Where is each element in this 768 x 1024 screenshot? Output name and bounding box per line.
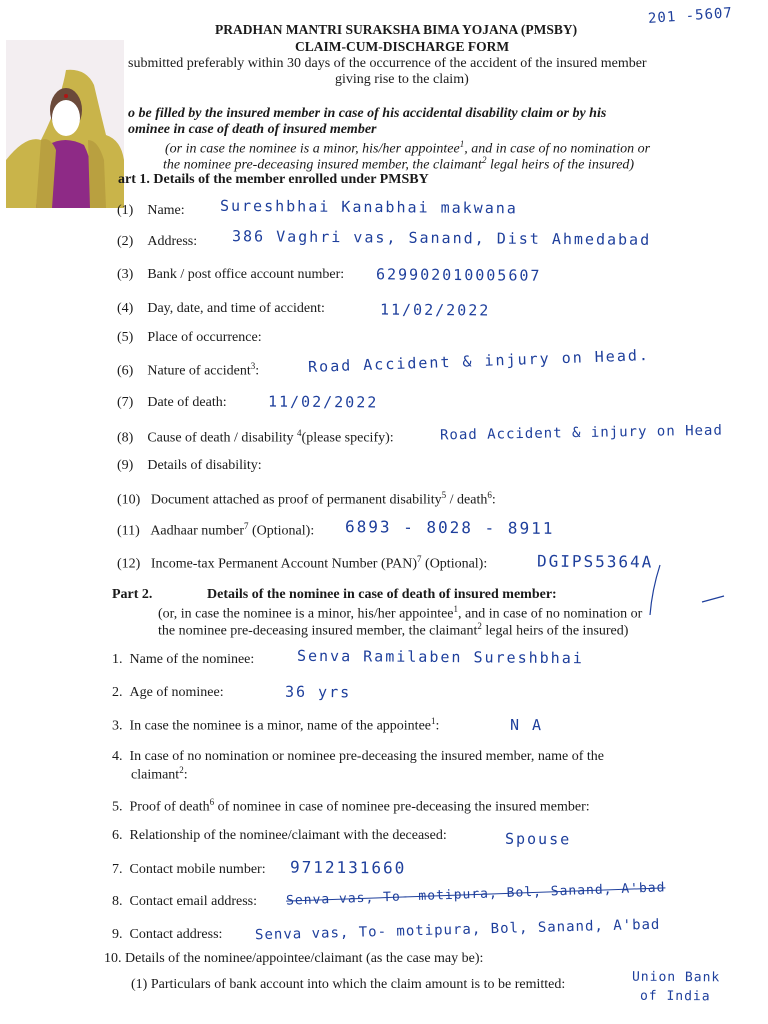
part2-row-claimant-cont: claimant$^2$:: [131, 765, 188, 783]
part2-row-proof-of-death: 5. Proof of death$^6$ of nominee in case of nominee pre-deceasing the insured member:: [112, 797, 590, 815]
form-subtitle: CLAIM-CUM-DISCHARGE FORM: [295, 39, 510, 54]
part1-row-documents: (10) Document attached as proof of permanent disability$^5$ / death$^6$:: [117, 490, 496, 508]
part1-row-pan: (12) Income-tax Permanent Account Number (PAN)$^7$ (Optional):: [117, 554, 488, 572]
part1-row-death-date: (7) Date of death:: [117, 395, 227, 410]
death-cause-value: Road Accident & injury on Head: [439, 422, 723, 444]
part2-sub-1: (or, in case the nominee is a minor, his/her appointee$^1$, and in case of no nomination or: [158, 604, 643, 622]
part2-row-mobile: 7. Contact mobile number:: [112, 862, 266, 877]
part2-sub-2: the nominee pre-deceasing insured member, the claimant$^2$ legal heirs of the insured): [158, 621, 629, 639]
part1-heading: art 1. Details of the member enrolled under PMSBY: [118, 172, 429, 187]
part2-row-bank-details: 10. Details of the nominee/appointee/claimant (as the case may be):: [104, 951, 484, 966]
member-photo-image: [6, 40, 124, 208]
nominee-name-value: Senva Ramilaben Sureshbhai: [296, 646, 584, 668]
part1-row-cause: (8) Cause of death / disability $^4$(please specify):: [117, 428, 394, 446]
part2-label: Part 2.: [112, 587, 153, 602]
submission-note-cont: giving rise to the claim): [335, 72, 469, 87]
form-title: PRADHAN MANTRI SURAKSHA BIMA YOJANA (PMSBY): [215, 22, 578, 37]
part2-row-relationship: 6. Relationship of the nominee/claimant with the deceased:: [112, 828, 447, 843]
intro-line-1: o be filled by the insured member in case of his accidental disability claim or by his: [128, 106, 607, 121]
part2-row-nominee-name: 1. Name of the nominee:: [112, 652, 255, 667]
part2-heading: Details of the nominee in case of death of insured member:: [207, 587, 557, 602]
accident-nature-value: Road Accident & injury on Head.: [307, 346, 651, 376]
nominee-age-value: 36 yrs: [284, 682, 352, 702]
part1-row-nature: (6) Nature of accident$^3$:: [117, 361, 260, 379]
part2-row-nominee-age: 2. Age of nominee:: [112, 685, 224, 700]
death-date-value: 11/02/2022: [267, 392, 379, 412]
member-address-value: 386 Vaghri vas, Sanand, Dist Ahmedabad: [231, 227, 652, 249]
intro-line-2: ominee in case of death of insured member: [128, 122, 377, 137]
account-number-value: 629902010005607: [375, 265, 542, 285]
email-value-struck: Senva vas, To- motipura, Bol, Sanand, A'bad: [285, 880, 666, 909]
aadhaar-value: 6893 - 8028 - 8911: [344, 517, 555, 538]
intro-line-3: (or in case the nominee is a minor, his/her appointee$^1$, and in case of no nomination or: [165, 139, 651, 157]
contact-address-value: Senva vas, To- motipura, Bol, Sanand, A'bad: [254, 916, 661, 944]
submission-note: submitted preferably within 30 days of the occurrence of the accident of the insured member: [128, 56, 647, 71]
part1-row-address: (2) Address:: [117, 234, 198, 249]
bank-name-line1: Union Bank: [631, 969, 721, 986]
pan-value: DGIPS5364A: [536, 551, 654, 572]
part2-bank-particulars: (1) Particulars of bank account into which the claim amount is to be remitted:: [131, 977, 566, 992]
part1-row-place: (5) Place of occurrence:: [117, 330, 262, 345]
part1-row-name: (1) Name:: [117, 203, 185, 218]
part2-row-claimant: 4. In case of no nomination or nominee pre-deceasing the insured member, name of the: [112, 749, 604, 764]
appointee-value: N A: [509, 715, 544, 735]
part1-row-disability: (9) Details of disability:: [117, 458, 262, 473]
mobile-value: 9712131660: [289, 857, 407, 878]
part2-row-appointee: 3. In case the nominee is a minor, name of the appointee$^1$:: [112, 716, 440, 734]
part1-row-accident-date: (4) Day, date, and time of accident:: [117, 301, 325, 316]
pen-mark: [640, 560, 730, 620]
part1-row-aadhaar: (11) Aadhaar number$^7$ (Optional):: [117, 521, 315, 539]
accident-date-value: 11/02/2022: [379, 300, 491, 320]
part2-row-email: 8. Contact email address:: [112, 894, 258, 909]
relationship-value: Spouse: [504, 829, 572, 849]
reference-number: 201 -5607: [647, 5, 734, 27]
member-name-value: Sureshbhai Kanabhai makwana: [219, 196, 518, 218]
part1-row-account: (3) Bank / post office account number:: [117, 267, 345, 282]
part2-row-address: 9. Contact address:: [112, 927, 223, 942]
member-photo: [6, 40, 124, 208]
intro-line-4: the nominee pre-deceasing insured member, the claimant$^2$ legal heirs of the insured): [163, 155, 635, 173]
bank-name-line2: of India: [639, 988, 711, 1005]
